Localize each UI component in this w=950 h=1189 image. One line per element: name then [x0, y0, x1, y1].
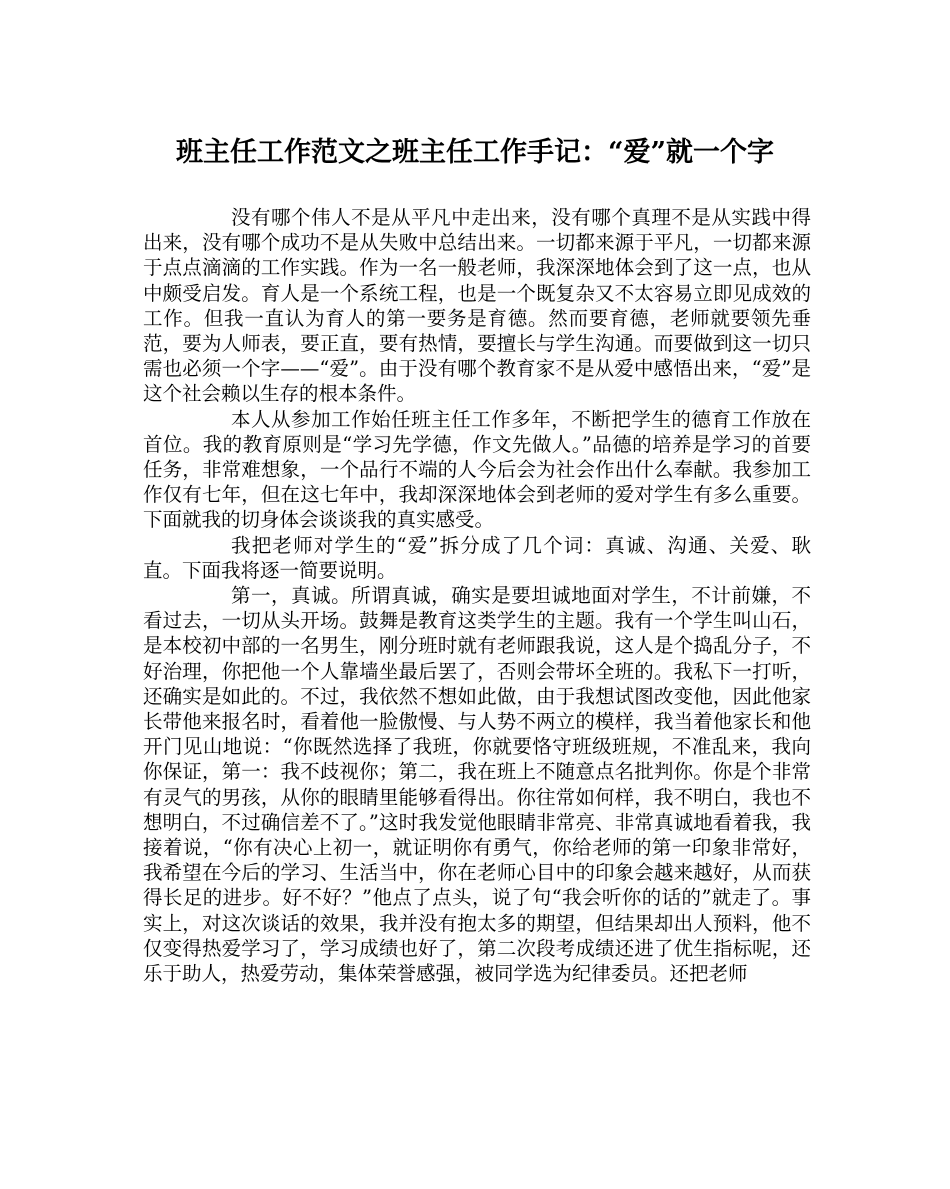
document-title: 班主任工作范文之班主任工作手记：“爱”就一个字	[175, 137, 775, 168]
paragraph-2: 本人从参加工作始任班主任工作多年，不断把学生的德育工作放在首位。我的教育原则是“学习先学德，作文先做人。”品德的培养是学习的首要任务，非常难想象，一个品行不端的人今后会为社会作出什么奉献。我参加工作仅有七年，但在这七年中，我却深深地体会到老师的爱对学生有多么重要。下面就我的切身体会谈谈我的真实感受。	[143, 407, 811, 532]
paragraph-3: 我把老师对学生的“爱”拆分成了几个词：真诚、沟通、关爱、耿直。下面我将逐一简要说明。	[143, 533, 811, 582]
paragraph-4: 第一，真诚。所谓真诚，确实是要坦诚地面对学生，不计前嫌，不看过去，一切从头开场。鼓舞是教育这类学生的主题。我有一个学生叫山石，是本校初中部的一名男生，刚分班时就有老师跟我说，这人是个捣乱分子，不好治理，你把他一个人靠墙坐最后罢了，否则会带坏全班的。我私下一打听，还确实是如此的。不过，我依然不想如此做，由于我想试图改变他，因此他家长带他来报名时，看着他一脸傲慢、与人势不两立的模样，我当着他家长和他开门见山地说：“你既然选择了我班，你就要恪守班级班规，不准乱来，我向你保证，第一：我不歧视你；第二，我在班上不随意点名批判你。你是个非常有灵气的男孩，从你的眼睛里能够看得出。你往常如何样，我不明白，我也不想明白，不过确信差不了。”这时我发觉他眼睛非常亮、非常真诚地看着我，我接着说，“你有决心上初一，就证明你有勇气，你给老师的第一印象非常好，我希望在今后的学习、生活当中，你在老师心目中的印象会越来越好，从而获得长足的进步。好不好？”他点了点头，说了句“我会听你的话的”就走了。事实上，对这次谈话的效果，我并没有抱太多的期望，但结果却出人预料，他不仅变得热爱学习了，学习成绩也好了，第二次段考成绩还进了优生指标呢，还乐于助人，热爱劳动，集体荣誉感强，被同学选为纪律委员。还把老师	[143, 584, 811, 986]
paragraph-1: 没有哪个伟人不是从平凡中走出来，没有哪个真理不是从实践中得出来，没有哪个成功不是从失败中总结出来。一切都来源于平凡，一切都来源于点点滴滴的工作实践。作为一名一般老师，我深深地体会到了这一点，也从中颇受启发。育人是一个系统工程，也是一个既复杂又不太容易立即见成效的工作。但我一直认为育人的第一要务是育德。然而要育德，老师就要领先垂范，要为人师表，要正直，要有热情，要擅长与学生沟通。而要做到这一切只需也必须一个字——“爱”。由于没有哪个教育家不是从爱中感悟出来，“爱”是这个社会赖以生存的根本条件。	[143, 206, 811, 406]
document-body	[143, 205, 811, 986]
